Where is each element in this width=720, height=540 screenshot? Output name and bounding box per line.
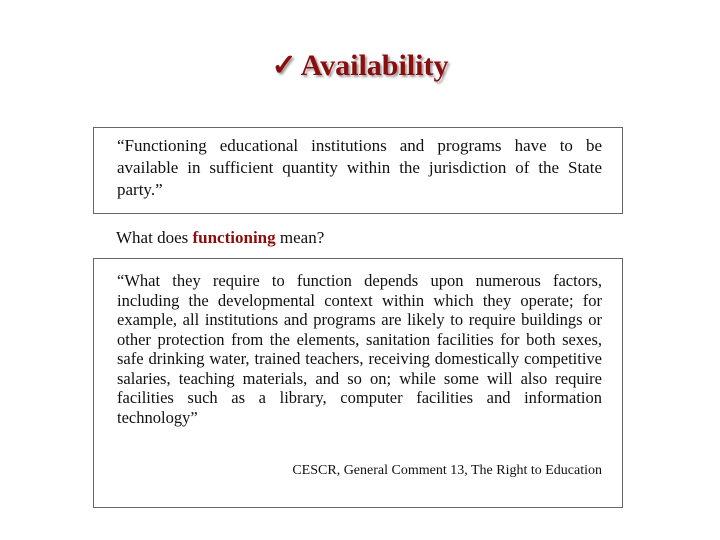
question-line bbox=[116, 228, 324, 248]
question-prefix: What does bbox=[116, 228, 193, 247]
availability-quote: “Functioning educational institutions and programs have to be available in sufficient quantity within the jurisdiction of the State party.” bbox=[117, 136, 602, 199]
check-icon: ✓ bbox=[271, 49, 297, 82]
question-suffix: mean? bbox=[275, 228, 325, 247]
slide-title-text: Availability bbox=[300, 49, 449, 82]
quote-box-functioning bbox=[93, 258, 623, 508]
quote-box-availability bbox=[93, 127, 623, 214]
slide-title bbox=[0, 48, 720, 83]
question-highlight: functioning bbox=[192, 228, 276, 247]
functioning-quote: “What they require to function depends upon numerous factors, including the developmental context within which they operate; for example, all institutions and programs are likely to require buildings or other protection from the elements, sanitation facilities for both sexes, safe drinking water, trained teachers, receiving domestically competitive salaries, teaching materials, and so on; while some will also require facilities such as a library, computer facilities and information technology” bbox=[117, 271, 602, 427]
citation: CESCR, General Comment 13, The Right to Education bbox=[292, 463, 602, 478]
